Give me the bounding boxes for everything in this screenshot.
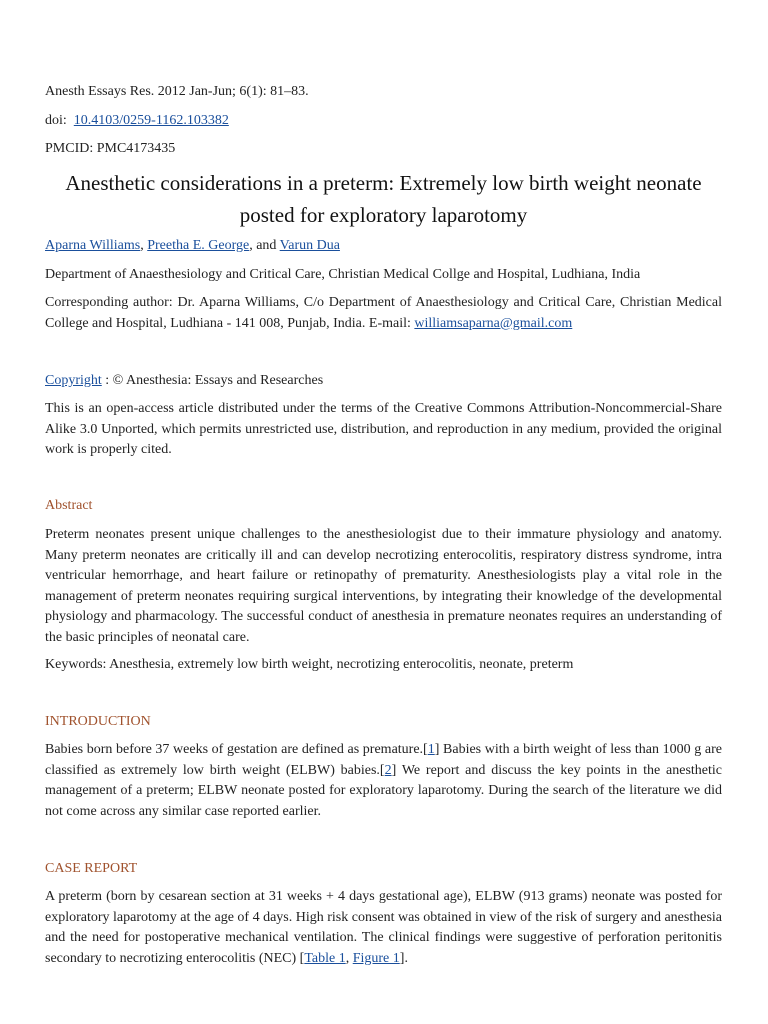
introduction-text xyxy=(45,740,722,822)
abstract-heading: Abstract xyxy=(45,498,93,513)
copyright-text: : © Anesthesia: Essays and Researches xyxy=(101,373,324,388)
doi-line xyxy=(45,111,722,132)
author-list xyxy=(45,236,722,257)
email-link[interactable]: williamsaparna@gmail.com xyxy=(414,315,573,331)
case-report-text xyxy=(45,887,722,969)
author-separator: , and xyxy=(249,238,280,253)
author-link-preetha-george[interactable]: Preetha E. George xyxy=(147,238,250,253)
introduction-heading: INTRODUCTION xyxy=(45,714,151,729)
case-report-separator: , xyxy=(345,950,353,966)
doi-link[interactable]: 10.4103/0259-1162.103382 xyxy=(73,113,229,128)
copyright-line xyxy=(45,371,722,392)
keywords: Keywords: Anesthesia, extremely low birth weight, necrotizing enterocolitis, neonate, preterm xyxy=(45,657,574,672)
reference-link-2[interactable]: 2 xyxy=(384,762,392,778)
article-title: Anesthetic considerations in a preterm: Extremely low birth weight neonate posted for exploratory laparotomy xyxy=(65,171,702,227)
figure-1-link[interactable]: Figure 1 xyxy=(352,950,400,966)
case-report-text-part: ]. xyxy=(399,950,408,966)
author-link-aparna-williams[interactable]: Aparna Williams xyxy=(45,238,141,253)
pmcid: PMCID: PMC4173435 xyxy=(45,141,176,156)
introduction-text-part: Babies born before 37 weeks of gestation are defined as premature.[ xyxy=(45,742,428,757)
corresponding-author-text: Corresponding author: Dr. Aparna Williams, C/o Department of Anaesthesiology and Critical Care, Christian Medical College and Hospital, Ludhiana - 141 008, Punjab, India. E-mail: xyxy=(45,295,722,331)
license-text: This is an open-access article distributed under the terms of the Creative Commons Attribution-Noncommercial-Share Alike 3.0 Unported, which permits unrestricted use, distribution, and reproduction in any medium, provided the original work is properly cited. xyxy=(45,401,722,457)
author-separator: , xyxy=(140,238,148,253)
copyright-link[interactable]: Copyright xyxy=(45,373,102,388)
doi-label: doi: xyxy=(45,113,67,128)
journal-citation: Anesth Essays Res. 2012 Jan-Jun; 6(1): 81–83. xyxy=(45,84,309,99)
introduction-text-part: ] Babies with a birth weight of less than 1000 g are classified as extremely low birth weight (ELBW) babies.[ xyxy=(45,742,722,778)
author-link-varun-dua[interactable]: Varun Dua xyxy=(279,238,340,253)
case-report-text-part: A preterm (born by cesarean section at 31 weeks + 4 days gestational age), ELBW (913 grams) neonate was posted for exploratory laparotomy at the age of 4 days. High risk consent was obtained in view of the risk of surgery and anesthesia and the need for postoperative mechanical ventilation. The clinical findings were suggestive of perforation peritonitis secondary to necrotizing enterocolitis (NEC) [ xyxy=(45,889,723,966)
affiliation: Department of Anaesthesiology and Critical Care, Christian Medical Collge and Hospital, Ludhiana, India xyxy=(45,267,641,282)
case-report-heading: CASE REPORT xyxy=(45,861,138,876)
table-1-link[interactable]: Table 1 xyxy=(304,950,346,966)
reference-link-1[interactable]: 1 xyxy=(427,742,435,757)
abstract-text: Preterm neonates present unique challenges to the anesthesiologist due to their immature physiology and anatomy. Many preterm neonates are critically ill and can develop necrotizing enterocolitis, respiratory distress syndrome, intra ventricular hemorrhage, and heart failure or retinopathy of prematurity. Anesthesiologists play a vital role in the management of preterm neonates requiring surgical interventions, by integrating their knowledge of the developmental physiology and pharmacology. The successful conduct of anesthesia in premature neonates requires an understanding of the basic principles of neonatal care. xyxy=(45,527,722,645)
introduction-text-part: ] We report and discuss the key points in the anesthetic management of a preterm; ELBW neonate posted for exploratory laparotomy. During the search of the literature we did not come across any similar case reported earlier. xyxy=(45,762,722,819)
corresponding-author xyxy=(45,293,722,334)
